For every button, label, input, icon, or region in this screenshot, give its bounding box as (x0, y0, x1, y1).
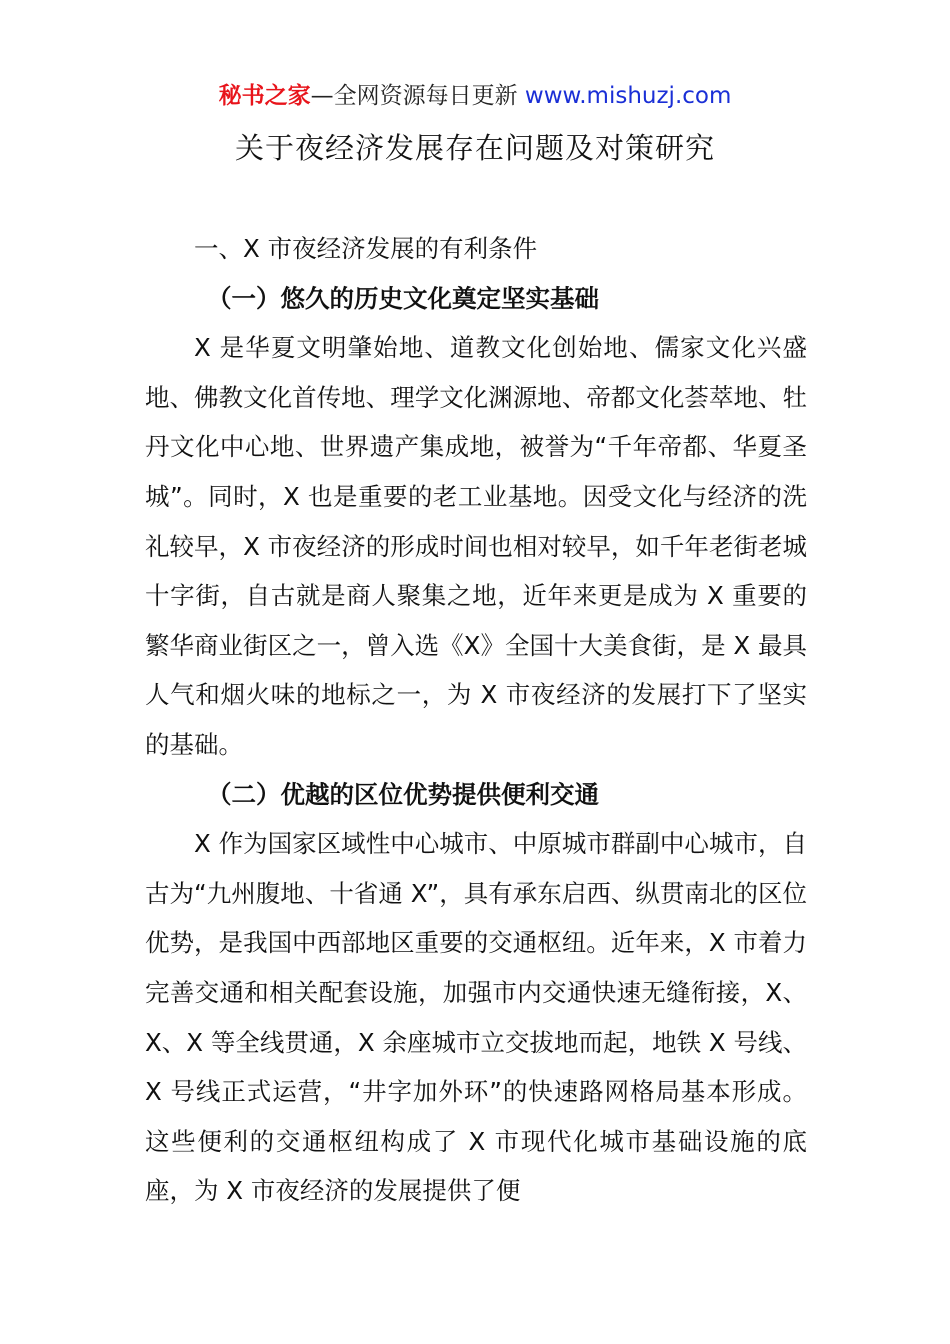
subsection-heading-2: （二）优越的区位优势提供便利交通 (207, 779, 599, 809)
paragraph-location-transport: X 作为国家区域性中心城市、中原城市群副中心城市，自古为“九州腹地、十省通 X”，具有承东启西、纵贯南北的区位优势，是我国中西部地区重要的交通枢纽。近年来，X 市着力完善交通和相关配套设施，加强市内交通快速无缝衔接，X、X、X 等全线贯通，X 余座城市立交拔地而起，地铁 X 号线、X 号线正式运营，“井字加外环”的快速路网格局基本形成。这些便利的交通枢纽构成了 X 市现代化城市基础设施的底座，为 X 市夜经济的发展提供了便 (145, 829, 807, 1206)
site-tagline: —全网资源每日更新 (310, 83, 518, 109)
paragraph-history-culture: X 是华夏文明肇始地、道教文化创始地、儒家文化兴盛地、佛教文化首传地、理学文化渊源地、帝都文化荟萃地、牡丹文化中心地、世界遗产集成地，被誉为“千年帝都、华夏圣城”。同时，X 也是重要的老工业基地。因受文化与经济的洗礼较早，X 市夜经济的形成时间也相对较早，如千年老街老城十字街，自古就是商人聚集之地，近年来更是成为 X 重要的繁华商业街区之一，曾入选《X》全国十大美食街，是 X 最具人气和烟火味的地标之一，为 X 市夜经济的发展打下了坚实的基础。 (145, 333, 807, 759)
subsection-heading-1: （一）悠久的历史文化奠定坚实基础 (207, 283, 599, 313)
document-body (145, 224, 807, 1216)
document-title: 关于夜经济发展存在问题及对策研究 (234, 131, 715, 165)
site-url-link[interactable]: www.mishuzj.com (524, 83, 732, 109)
site-header-banner (0, 80, 950, 112)
section-heading: 一、X 市夜经济发展的有利条件 (194, 234, 538, 263)
site-brand: 秘书之家 (218, 83, 311, 109)
